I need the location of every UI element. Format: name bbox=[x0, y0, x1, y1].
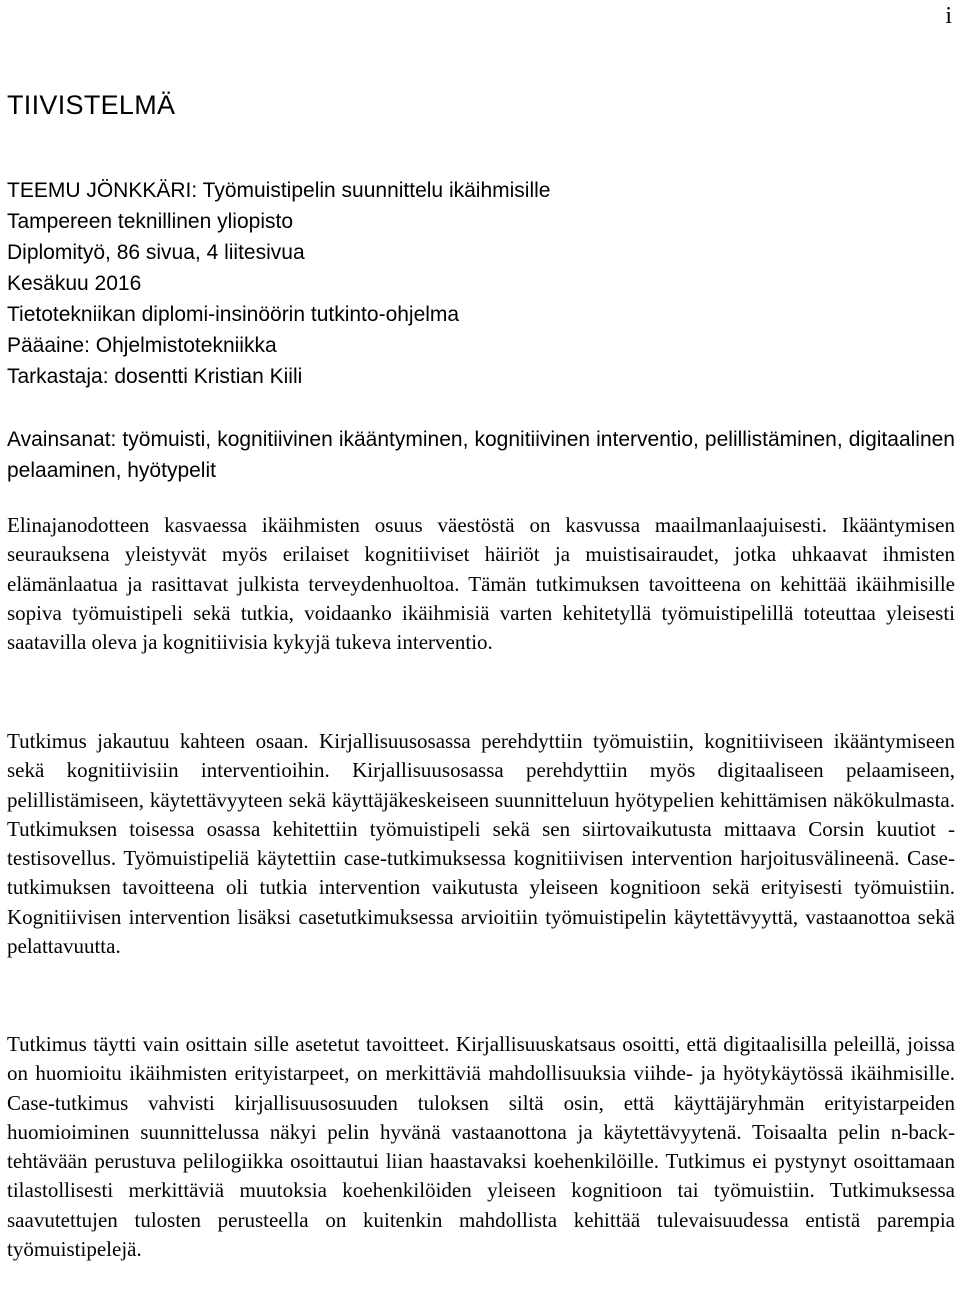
abstract-paragraph-1: Elinajanodotteen kasvaessa ikäihmisten osuus väestöstä on kasvussa maailmanlaajuisesti. Ikääntymisen seurauksena yleistyvät myös erilaiset kognitiiviset häiriöt ja muistisairaudet, jotka uhkaavat ihmisten elämänlaatua ja rasittavat julkista terveydenhuoltoa. Tämän tutkimuksen tavoitteena on kehittää ikäihmisille sopiva työmuistipeli sekä tutkia, voidaanko ikäihmisiä varten kehitetyllä työmuistipelillä toteuttaa yleisesti saatavilla oleva ja kognitiivisia kykyjä tukeva interventio. bbox=[7, 513, 955, 655]
page-number: i bbox=[945, 3, 952, 29]
page-title: TIIVISTELMÄ bbox=[7, 90, 176, 120]
thesis-metadata bbox=[7, 175, 952, 392]
thesis-title: : Työmuistipelin suunnittelu ikäihmisille bbox=[191, 179, 551, 202]
author-name: TEEMU JÖNKKÄRI bbox=[7, 179, 192, 202]
university: Tampereen teknillinen yliopisto bbox=[7, 210, 293, 233]
examiner: Tarkastaja: dosentti Kristian Kiili bbox=[7, 365, 303, 388]
abstract-paragraph-2: Tutkimus jakautuu kahteen osaan. Kirjallisuusosassa perehdyttiin työmuistiin, kognitiiviseen ikääntymiseen sekä kognitiivisiin interventioihin. Kirjallisuusosassa perehdyttiin myös digitaaliseen pelaamiseen, pelillistämiseen, käytettävyyteen sekä käyttäjäkeskeiseen suunnitteluun hyötypelien kehittämisen näkökulmasta. Tutkimuksen toisessa osassa kehitettiin työmuistipeli sekä sen siirtovaikutusta mittaava Corsin kuutiot -testisovellus. Työmuistipeliä käytettiin case-tutkimuksessa kognitiivisen intervention harjoitusvälineenä. Case-tutkimuksen tavoitteena oli tutkia intervention vaikutusta yleiseen kognitioon sekä erityisesti työmuistiin. Kognitiivisen intervention lisäksi casetutkimuksessa arvioitiin työmuistipelin käytettävyyttä, vastaanottoa sekä pelattavuutta. bbox=[7, 729, 955, 959]
thesis-info: Diplomityö, 86 sivua, 4 liitesivua bbox=[7, 241, 305, 264]
keywords: Avainsanat: työmuisti, kognitiivinen ikääntyminen, kognitiivinen interventio, pelillistäminen, digitaalinen pelaaminen, hyötypelit bbox=[7, 428, 955, 482]
author-line bbox=[7, 175, 952, 206]
major: Pääaine: Ohjelmistotekniikka bbox=[7, 334, 277, 357]
abstract-paragraph-3: Tutkimus täytti vain osittain sille asetetut tavoitteet. Kirjallisuuskatsaus osoitti, että digitaalisilla peleillä, joissa on huomioitu ikäihmisten erityistarpeet, on merkittäviä mahdollisuuksia viihde- ja hyötykäytössä ikäihmisille. Case-tutkimus vahvisti kirjallisuusosuuden tuloksen siltä osin, että käyttäjäryhmän erityistarpeiden huomioiminen suunnittelussa näkyi pelin hyvänä vastaanottona ja käytettävyytenä. Toisaalta pelin n-backtehtävään perustuva pelilogiikka osoittautui liian haastavaksi koehenkilöille. Tutkimus ei pystynyt osoittamaan tilastollisesti merkittäviä muutoksia koehenkilöiden yleiseen kognitioon tai työmuistiin. Tutkimuksessa saavutettujen tulosten perusteella on kuitenkin mahdollista kehittää tulevaisuudessa entistä parempia työmuistipelejä. bbox=[7, 1032, 955, 1262]
date: Kesäkuu 2016 bbox=[7, 272, 142, 295]
programme: Tietotekniikan diplomi-insinöörin tutkinto-ohjelma bbox=[7, 303, 460, 326]
